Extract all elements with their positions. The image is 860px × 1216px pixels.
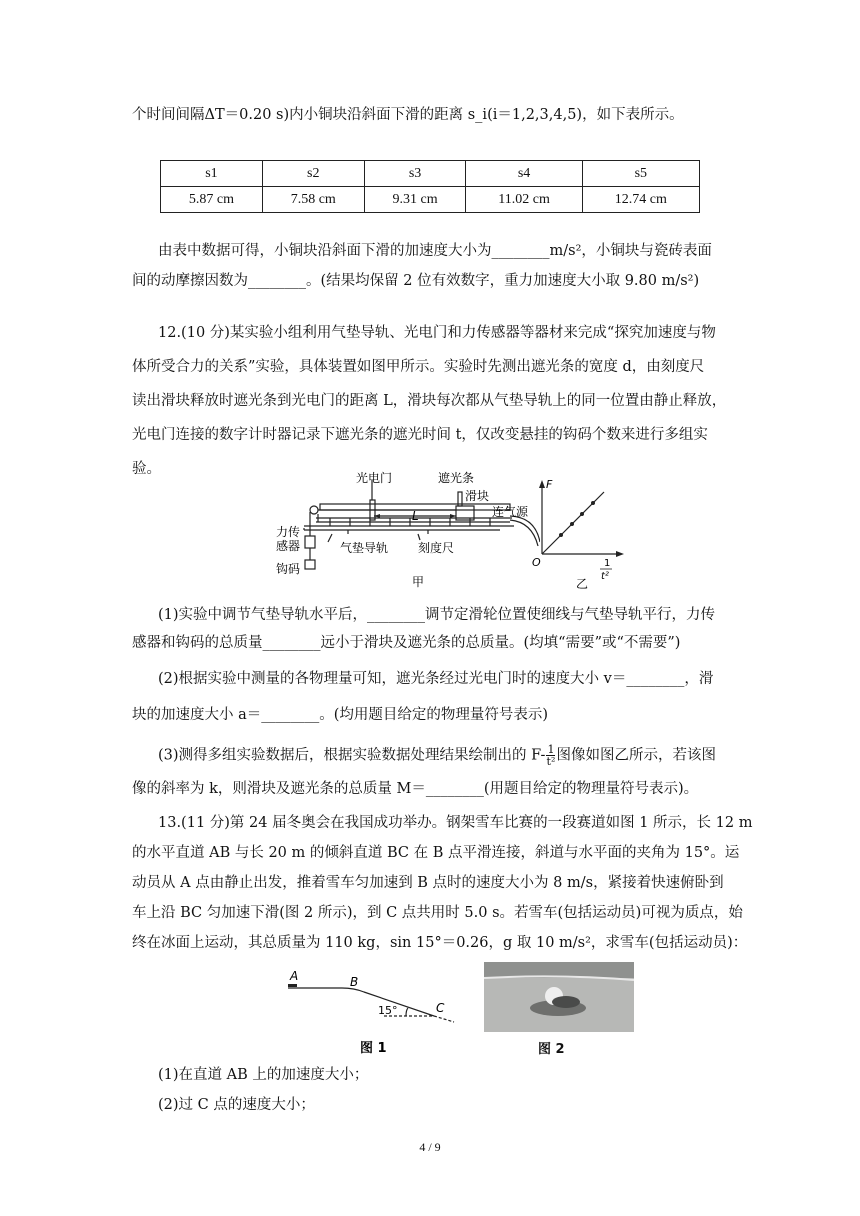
- fraction-num: 1: [547, 743, 555, 756]
- q12-line1: 12.(10 分)某实验小组利用气垫导轨、光电门和力传感器等器材来完成“探究加速度与物: [158, 325, 716, 341]
- label-zheguangtiao: 遮光条: [438, 471, 475, 485]
- table-cell: 11.02 cm: [466, 187, 582, 213]
- q12-p3-line2: 像的斜率为 k，则滑块及遮光条的总质量 M＝________(用题目给定的物理量符号表示)。: [132, 781, 699, 797]
- q13-line1: 13.(11 分)第 24 届冬奥会在我国成功举办。钢架雪车比赛的一段赛道如图 1 所示，长 12 m: [158, 815, 753, 831]
- q12-p3-pre: (3)测得多组实验数据后，根据实验数据处理结果绘制出的 F-: [158, 747, 546, 764]
- q12-line3: 读出滑块释放时遮光条到光电门的距离 L，滑块每次都从气垫导轨上的同一位置由静止释放，: [132, 393, 727, 409]
- q12-p3-line1: [158, 744, 716, 767]
- q12-p1-line1: (1)实验中调节气垫导轨水平后，________调节定滑轮位置使细线与气垫导轨平行，力传: [158, 607, 716, 623]
- label-lichuan: 力传: [276, 525, 301, 539]
- page-number: 4 / 9: [419, 1140, 441, 1154]
- q12-p3-post: 图像如图乙所示，若该图: [556, 747, 716, 764]
- label-gouma: 钩码: [276, 562, 301, 576]
- point-B: B: [350, 975, 359, 989]
- label-qidian: 气垫导轨: [340, 541, 389, 555]
- angle-label: 15°: [378, 1004, 398, 1017]
- axis-label-x-num: 1: [604, 558, 611, 569]
- label-L: L: [412, 509, 419, 523]
- table-cell: 12.74 cm: [582, 187, 699, 213]
- q13-line5: 终在冰面上运动，其总质量为 110 kg，sin 15°＝0.26，g 取 10 m/s²，求雪车(包括运动员)：: [132, 935, 748, 951]
- label-ganqi: 感器: [276, 539, 301, 553]
- q13-line2: 的水平直道 AB 与长 20 m 的倾斜直道 BC 在 B 点平滑连接，斜道与水平面的夹角为 15°。运: [132, 845, 740, 861]
- label-huakuai: 滑块: [465, 489, 490, 503]
- point-A: A: [290, 969, 299, 983]
- label-guangdianmen: 光电门: [356, 471, 393, 485]
- caption-yi: 乙: [576, 577, 589, 590]
- axis-label-x-den: t²: [601, 571, 609, 582]
- table-cell: 5.87 cm: [161, 187, 263, 213]
- q12-p2-line1: (2)根据实验中测量的各物理量可知，遮光条经过光电门时的速度大小 v＝________，滑: [158, 671, 714, 687]
- fraction-den: t²: [546, 755, 556, 768]
- skeleton-sled-illustration: [484, 962, 634, 1032]
- q13-p1: (1)在直道 AB 上的加速度大小；: [158, 1067, 369, 1083]
- q12-p2-line2: 块的加速度大小 a＝________。(均用题目给定的物理量符号表示): [132, 707, 549, 723]
- apparatus-figure-jia: [270, 470, 540, 588]
- label-lianqiyuan: 连气源: [492, 505, 529, 519]
- label-kedu: 刻度尺: [418, 541, 455, 555]
- data-table: [160, 160, 700, 213]
- q12-line4: 光电门连接的数字计时器记录下遮光条的遮光时间 t，仅改变悬挂的钩码个数来进行多组实: [132, 427, 708, 443]
- table-header: s4: [466, 161, 582, 187]
- origin-label: O: [532, 556, 541, 569]
- skeleton-sled-photo: [484, 962, 634, 1032]
- q12-line2: 体所受合力的关系”实验，具体装置如图甲所示。实验时先测出遮光条的宽度 d，由刻度尺: [132, 359, 705, 375]
- table-cell: 9.31 cm: [364, 187, 466, 213]
- point-C: C: [436, 1001, 445, 1015]
- graph-figure-yi: [528, 474, 638, 590]
- track-figure-1: [284, 966, 464, 1062]
- caption-jia: 甲: [412, 575, 425, 588]
- fraction-1-over-t2: [546, 744, 555, 767]
- q12-p1-line2: 感器和钩码的总质量________远小于滑块及遮光条的总质量。(均填“需要”或“不需要”): [132, 635, 681, 651]
- q11-line2: 间的动摩擦因数为________。(结果均保留 2 位有效数字，重力加速度大小取 9.80 m/s²): [132, 273, 700, 289]
- q11-line1: 由表中数据可得，小铜块沿斜面下滑的加速度大小为________m/s²，小铜块与瓷砖表面: [158, 243, 712, 259]
- intro-line: 个时间间隔ΔT＝0.20 s)内小铜块沿斜面下滑的距离 s_i(i＝1,2,3,4,5)，如下表所示。: [132, 107, 684, 123]
- axis-label-F: F: [546, 478, 553, 491]
- q13-line3: 动员从 A 点由静止出发，推着雪车匀加速到 B 点时的速度大小为 8 m/s，紧接着快速俯卧到: [132, 875, 724, 891]
- q13-p2: (2)过 C 点的速度大小；: [158, 1097, 315, 1113]
- caption-fig1: 图 1: [360, 1041, 387, 1056]
- table-header: s2: [262, 161, 364, 187]
- table-header: s5: [582, 161, 699, 187]
- table-header: s3: [364, 161, 466, 187]
- table-cell: 7.58 cm: [262, 187, 364, 213]
- q12-line5: 验。: [132, 461, 161, 477]
- table-header: s1: [161, 161, 263, 187]
- caption-fig2: 图 2: [538, 1042, 565, 1057]
- q13-line4: 车上沿 BC 匀加速下滑(图 2 所示)，到 C 点共用时 5.0 s。若雪车(包括运动员)可视为质点，始: [132, 905, 743, 921]
